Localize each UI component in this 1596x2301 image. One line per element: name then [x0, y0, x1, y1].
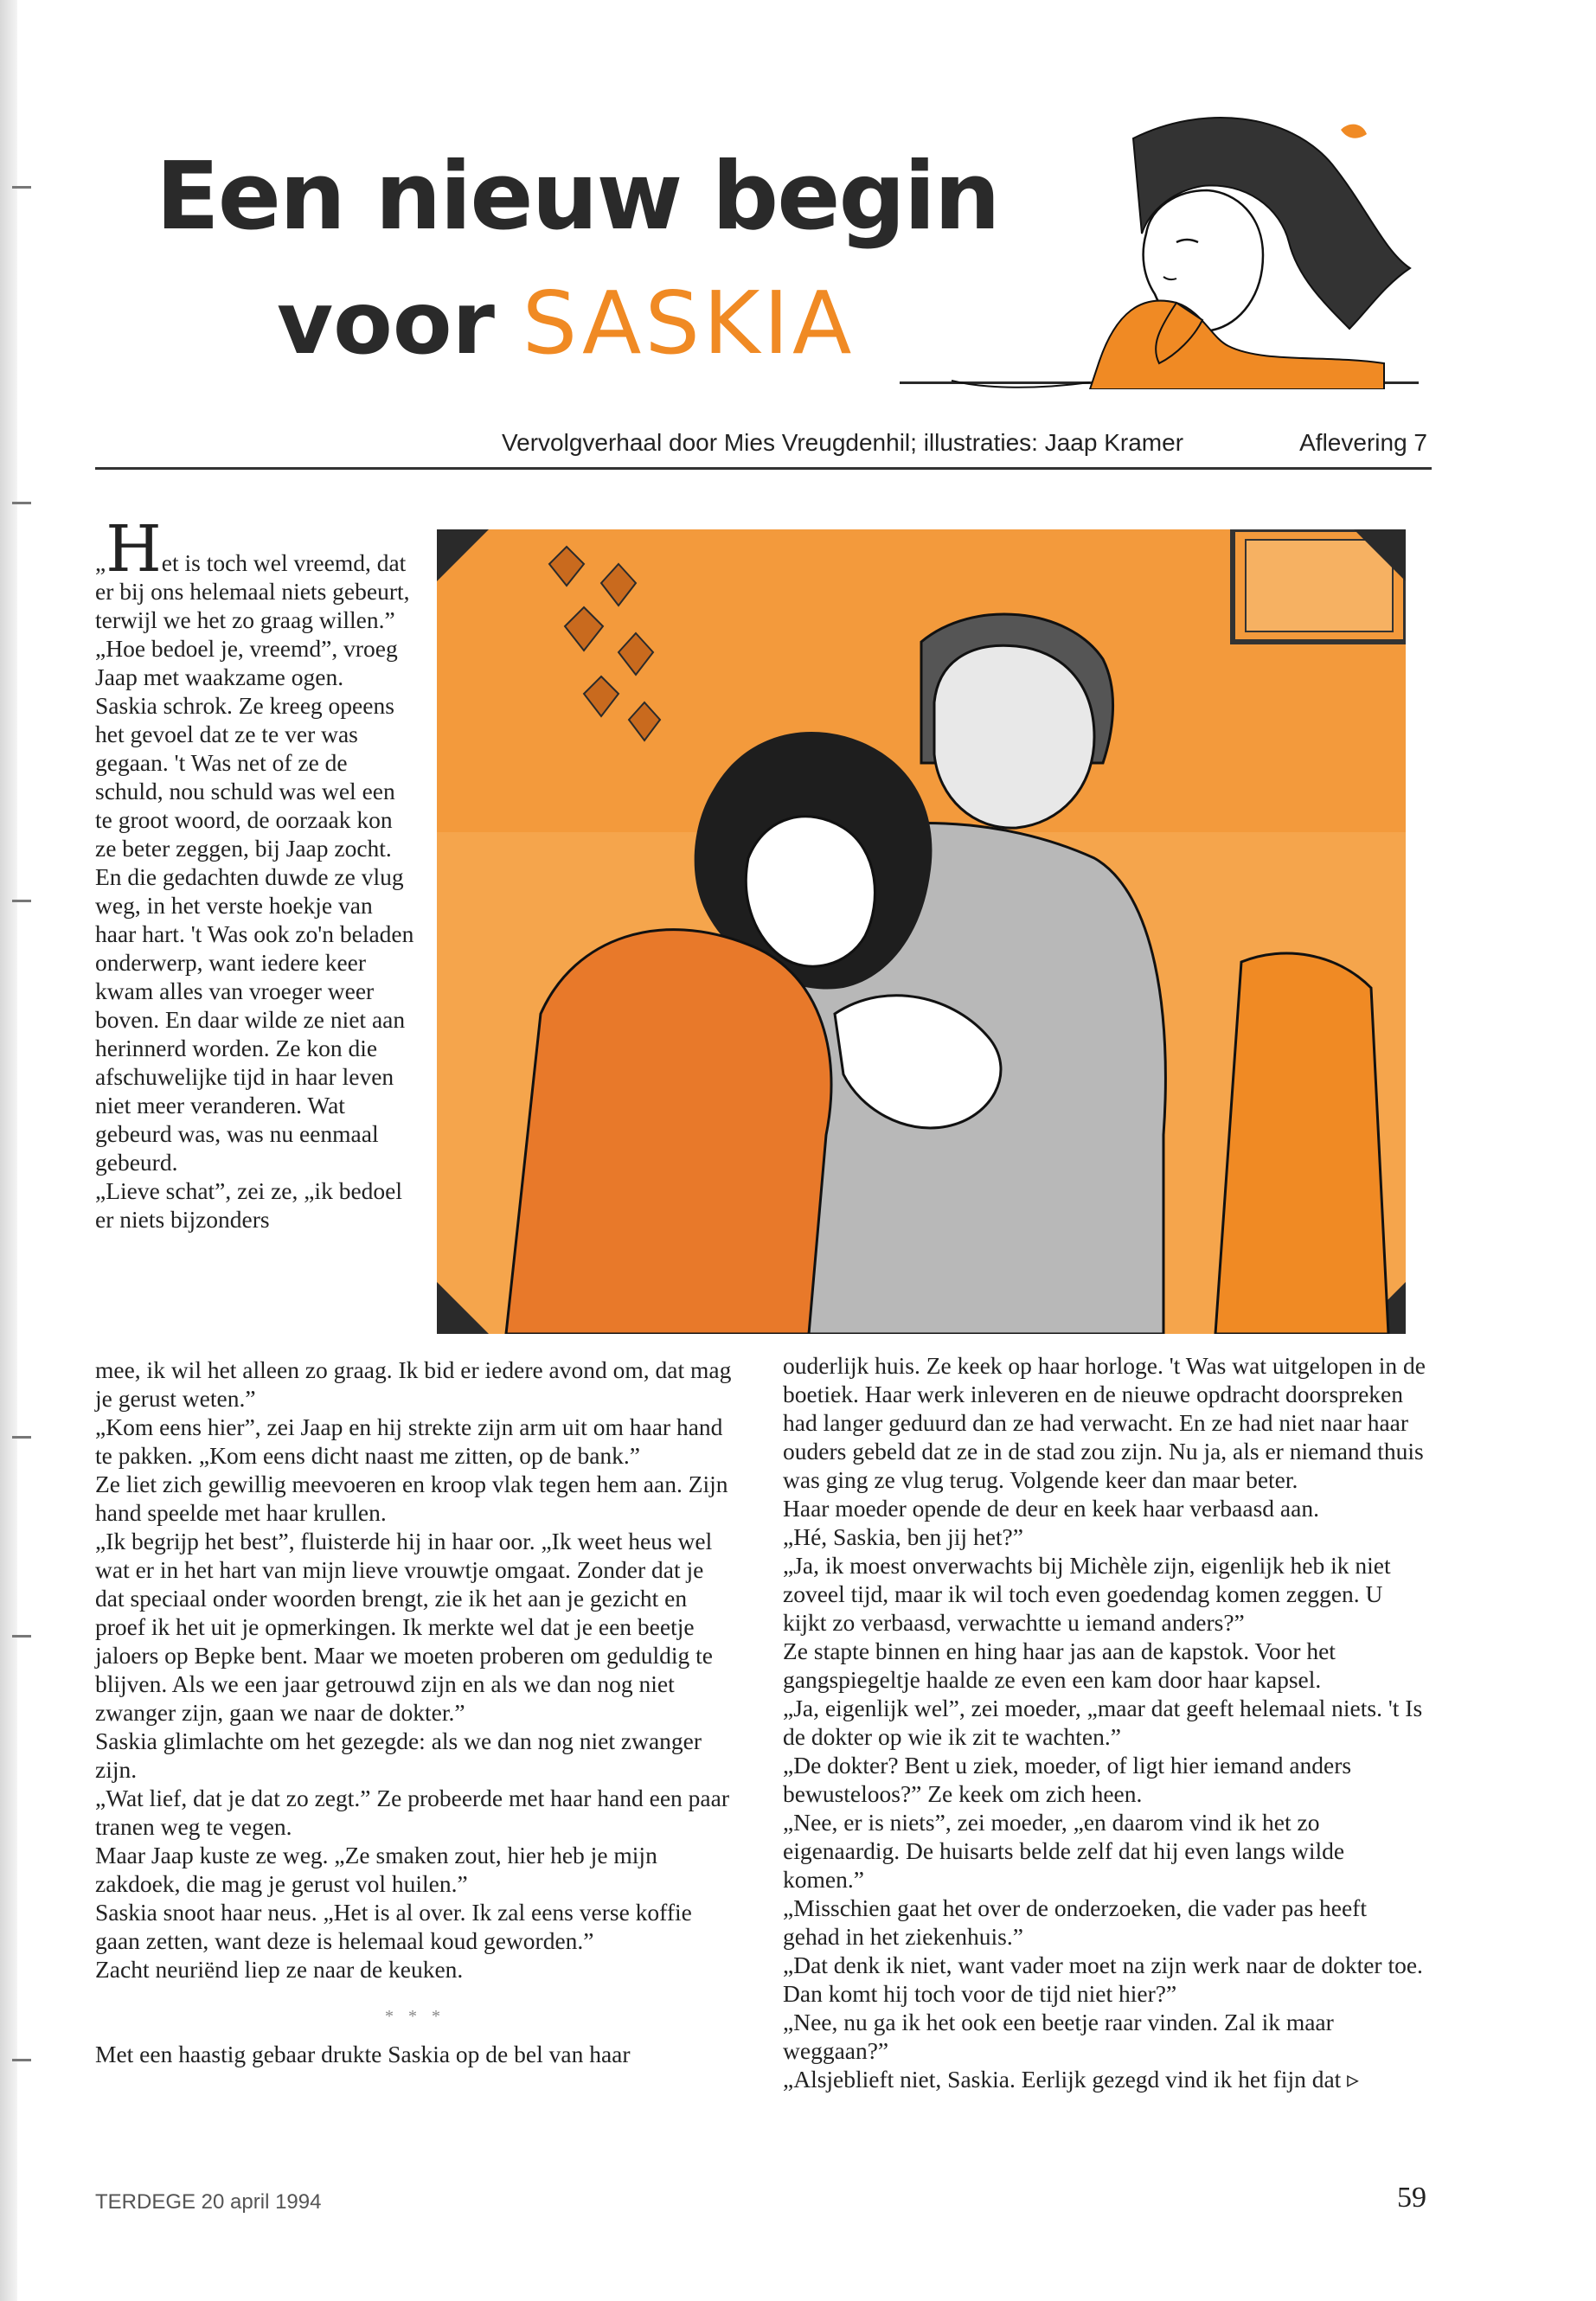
byline-credits: Vervolgverhaal door Mies Vreugdenhil; illustraties: Jaap Kramer	[502, 429, 1184, 456]
story-paragraph: „Ik begrijp het best”, fluisterde hij in haar oor. „Ik weet heus wel wat er in het hart van mijn lieve vrouwtje omgaat. Zonder dat je dat speciaal onder woorden brengt, zie ik het aan je gezicht en proef ik het uit je opmerkingen. Ik merkte wel dat je een beetje jaloers op Bepke bent. Maar we moeten proberen om geduldig te blijven. Als we een jaar getrouwd zijn en als we dan nog niet zwanger zijn, gaan we naar de dokter.”	[95, 1528, 714, 1726]
dropcap-letter: H	[106, 512, 162, 586]
story-paragraph: mee, ik wil het alleen zo graag. Ik bid er iedere avond om, dat mag je gerust weten.”	[95, 1356, 732, 1412]
byline	[502, 429, 1427, 457]
title-line-1: Een nieuw begin	[156, 143, 999, 251]
story-paragraph: „Misschien gaat het over de onderzoeken, die vader pas heeft gehad in het ziekenhuis.”	[783, 1894, 1367, 1950]
story-paragraph: Saskia snoot haar neus. „Het is al over. Ik zal eens verse koffie gaan zetten, want deze is helemaal koud geworden.”	[95, 1899, 692, 1954]
story-paragraph: „Nee, er is niets”, zei moeder, „en daarom vind ik het zo eigenaardig. De huisarts belde zelf dat hij even langs wilde komen.”	[783, 1809, 1345, 1893]
story-paragraph: Maar Jaap kuste ze weg. „Ze smaken zout, hier heb je mijn zakdoek, die mag je gerust vol huilen.”	[95, 1842, 657, 1897]
story-paragraph: „Lieve schat”, zei ze, „ik bedoel er niets bijzonders	[95, 1177, 403, 1233]
binder-mark	[12, 1635, 31, 1638]
footer-publication: TERDEGE 20 april 1994	[95, 2190, 322, 2214]
title-saskia: SASKIA	[522, 272, 856, 374]
story-paragraph: Ze liet zich gewillig meevoeren en kroop vlak tegen hem aan. Zijn hand speelde met haar krullen.	[95, 1471, 728, 1526]
story-paragraph: „Dat denk ik niet, want vader moet na zijn werk naar de dokter toe. Dan komt hij toch voor de tijd niet hier?”	[783, 1952, 1423, 2007]
story-paragraph	[95, 512, 415, 634]
byline-divider	[95, 467, 1432, 470]
binder-mark	[12, 502, 31, 504]
story-paragraph: ouderlijk huis. Ze keek op haar horloge. 't Was wat uitgelopen in de boetiek. Haar werk inleveren en de nieuwe opdracht doorspreken had langer geduurd dan ze had verwacht. En ze had niet naar haar ouders gebeld dat ze in de stad zou zijn. Nu ja, als er niemand thuis was ging ze vlug terug. Volgende keer dan maar beter.	[783, 1352, 1426, 1493]
story-paragraph: „Kom eens hier”, zei Jaap en hij strekte zijn arm uit om haar hand te pakken. „Kom eens dicht naast me zitten, op de bank.”	[95, 1413, 723, 1469]
story-paragraph: Ze stapte binnen en hing haar jas aan de kapstok. Voor het gangspiegeltje haalde ze even een kam door haar kapsel.	[783, 1638, 1336, 1693]
scene-separator: * * *	[385, 2007, 445, 2026]
story-paragraph: „Ja, ik moest onverwachts bij Michèle zijn, eigenlijk heb ik niet zoveel tijd, maar ik wil toch even goedendag komen zeggen. U kijkt zo verbaasd, verwachtte u iemand anders?”	[783, 1552, 1391, 1636]
story-paragraph: „De dokter? Bent u ziek, moeder, of ligt hier iemand anders bewusteloos?” Ze keek om zich heen.	[783, 1752, 1352, 1807]
binder-mark	[12, 186, 31, 189]
story-paragraph: „Wat lief, dat je dat zo zegt.” Ze probeerde met haar hand een paar tranen weg te vegen.	[95, 1785, 730, 1840]
header-portrait-illustration	[917, 104, 1419, 389]
page-binding-edge	[0, 0, 17, 2301]
page-number: 59	[1397, 2182, 1426, 2214]
story-paragraph: Haar moeder opende de deur en keek haar verbaasd aan.	[783, 1495, 1319, 1522]
story-paragraph: „Alsjeblieft niet, Saskia. Eerlijk gezegd vind ik het fijn dat ▹	[783, 2066, 1359, 2093]
story-text: et is toch wel vreemd, dat er bij ons helemaal niets gebeurt, terwijl we het zo graag willen.”	[95, 549, 410, 633]
story-paragraph: Saskia schrok. Ze kreeg opeens het gevoel dat ze te ver was gegaan. 't Was net of ze de schuld, nou schuld was wel een te groot woord, de oorzaak kon ze beter zeggen, bij Jaap zocht. En die gedachten duwde ze vlug weg, in het verste hoekje van haar hart. 't Was ook zo'n beladen onderwerp, want iedere keer kwam alles van vroeger weer boven. En daar wilde ze niet aan herinnerd worden. Ze kon die afschuwelijke tijd in haar leven niet meer veranderen. Wat gebeurd was, was nu eenmaal gebeurd.	[95, 692, 414, 1176]
binder-mark	[12, 2059, 31, 2061]
story-column-right	[783, 1351, 1427, 2093]
title-line-2	[277, 272, 855, 374]
title-voor: voor	[277, 272, 495, 374]
story-paragraph: „Nee, nu ga ik het ook een beetje raar vinden. Zal ik maar weggaan?”	[783, 2009, 1334, 2064]
story-paragraph: Met een haastig gebaar drukte Saskia op de bel van haar	[95, 2041, 631, 2067]
binder-mark	[12, 900, 31, 902]
story-paragraph: „Hoe bedoel je, vreemd”, vroeg Jaap met waakzame ogen.	[95, 635, 398, 690]
story-column-narrow	[95, 512, 415, 1234]
couple-on-sofa-illustration	[437, 529, 1406, 1334]
story-paragraph: „Ja, eigenlijk wel”, zei moeder, „maar dat geeft helemaal niets. 't Is de dokter op wie ik zit te wachten.”	[783, 1695, 1423, 1750]
opening-quote: „	[95, 549, 106, 576]
story-paragraph: Saskia glimlachte om het gezegde: als we dan nog niet zwanger zijn.	[95, 1727, 702, 1783]
story-paragraph: Zacht neuriënd liep ze naar de keuken.	[95, 1956, 464, 1983]
episode-label: Aflevering 7	[1299, 429, 1427, 456]
story-column-left	[95, 1356, 735, 2068]
binder-mark	[12, 1436, 31, 1439]
story-paragraph: „Hé, Saskia, ben jij het?”	[783, 1523, 1023, 1550]
